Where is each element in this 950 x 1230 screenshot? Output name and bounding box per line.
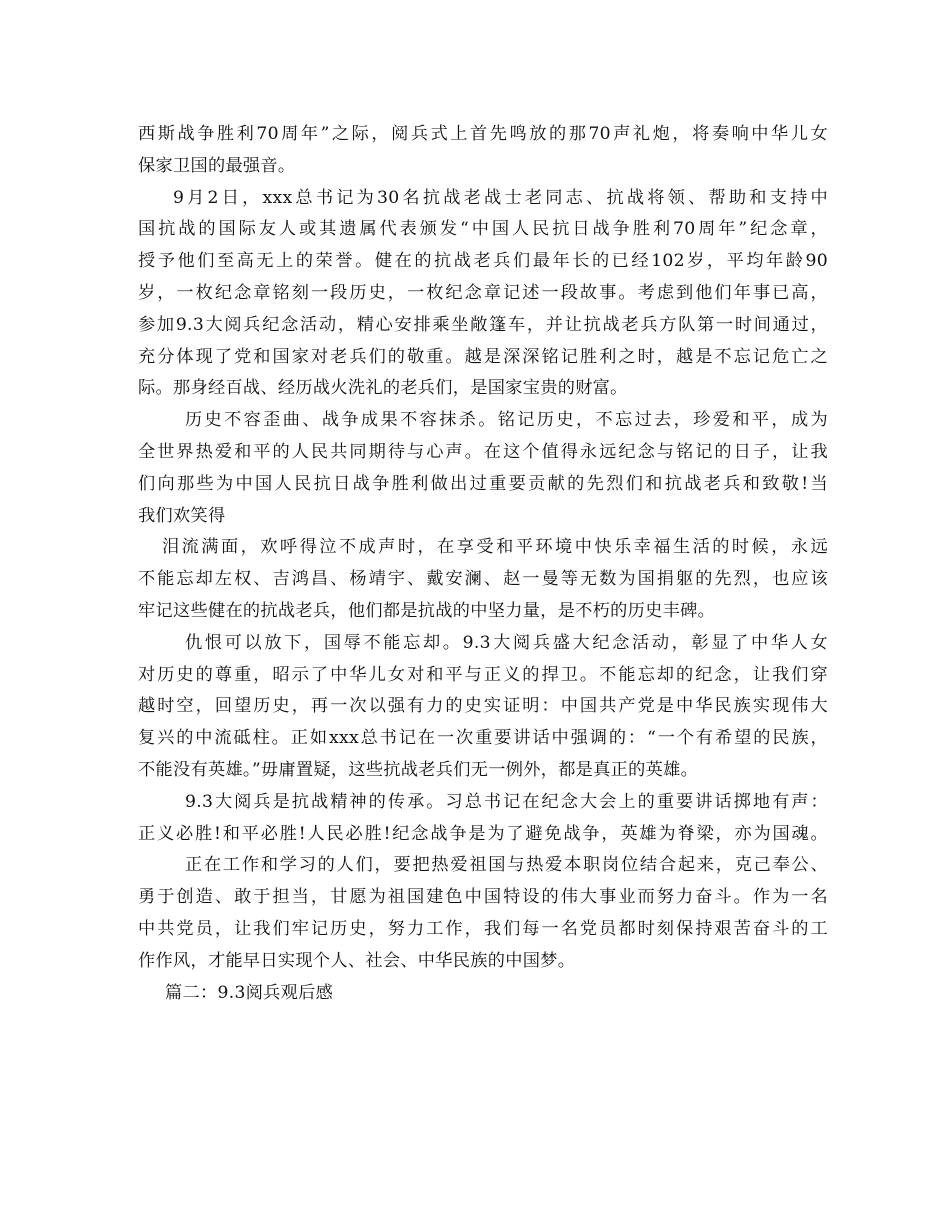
text-line: 际。那身经百战、经历战火洗礼的老兵们，是国家宝贵的财富。 [138,378,628,399]
text-line: 作作风，才能早日实现个人、社会、中华民族的中国梦。 [138,950,576,971]
text-line: 全世界热爱和平的人民共同期待与心声。在这个值得永远纪念与铭记的日子，让我 [138,441,828,462]
text-line: 正义必胜!和平必胜!人民必胜!纪念战争是为了避免战争，英雄为脊梁，亦为国魂。 [138,823,828,844]
text-line: 仇恨可以放下，国辱不能忘却。9.3大阅兵盛大纪念活动，彰显了中华人女 [185,632,828,653]
text-line: 中共党员，让我们牢记历史，努力工作，我们每一名党员都时刻保持艰苦奋斗的工 [138,918,828,939]
text-line: 泪流满面，欢呼得泣不成声时，在享受和平环境中快乐幸福生活的时候，永远 [162,537,828,558]
text-line: 9月2日，xxx总书记为30名抗战老战士老同志、抗战将领、帮助和支持中 [173,187,828,208]
text-line: 对历史的尊重，昭示了中华儿女对和平与正义的捍卫。不能忘却的纪念，让我们穿 [138,664,828,685]
text-line: 授予他们至高无上的荣誉。健在的抗战老兵们最年长的已经102岁，平均年龄90 [138,251,828,272]
text-line: 不能没有英雄。”毋庸置疑，这些抗战老兵们无一例外，都是真正的英雄。 [138,759,699,780]
text-line: 勇于创造、敢于担当，甘愿为祖国建色中国特设的伟大事业而努力奋斗。作为一名 [138,887,828,908]
text-line: 复兴的中流砥柱。正如xxx总书记在一次重要讲话中强调的：“一个有希望的民族， [138,728,828,749]
text-line: 们向那些为中国人民抗日战争胜利做出过重要贡献的先烈们和抗战老兵和致敬!当 [138,473,828,494]
text-line: 岁，一枚纪念章铭刻一段历史，一枚纪念章记述一段故事。考虑到他们年事已高， [138,282,828,303]
section-heading: 篇二：9.3阅兵观后感 [165,982,334,1003]
text-line: 越时空，回望历史，再一次以强有力的史实证明：中国共产党是中华民族实现伟大 [138,696,828,717]
text-line: 牢记这些健在的抗战老兵，他们都是抗战的中坚力量，是不朽的历史丰碑。 [138,600,716,621]
text-line: 不能忘却左权、吉鸿昌、杨靖宇、戴安澜、赵一曼等无数为国捐躯的先烈，也应该 [138,569,828,590]
text-line: 我们欢笑得 [138,505,226,526]
text-line: 历史不容歪曲、战争成果不容抹杀。铭记历史，不忘过去，珍爱和平，成为 [185,410,828,431]
text-line: 西斯战争胜利70周年”之际，阅兵式上首先鸣放的那70声礼炮，将奏响中华儿女 [138,124,828,144]
body-text [138,119,828,1009]
text-line: 国抗战的国际友人或其遗属代表颁发“中国人民抗日战争胜利70周年”纪念章， [138,219,828,240]
text-line: 充分体现了党和国家对老兵们的敬重。越是深深铭记胜利之时，越是不忘记危亡之 [138,346,828,367]
text-line: 正在工作和学习的人们，要把热爱祖国与热爱本职岗位结合起来，克己奉公、 [185,855,828,876]
text-line: 保家卫国的最强音。 [138,155,296,176]
text-line: 9.3大阅兵是抗战精神的传承。习总书记在纪念大会上的重要讲话掷地有声： [185,791,828,812]
text-line: 参加9.3大阅兵纪念活动，精心安排乘坐敞篷车，并让抗战老兵方队第一时间通过， [138,314,828,335]
